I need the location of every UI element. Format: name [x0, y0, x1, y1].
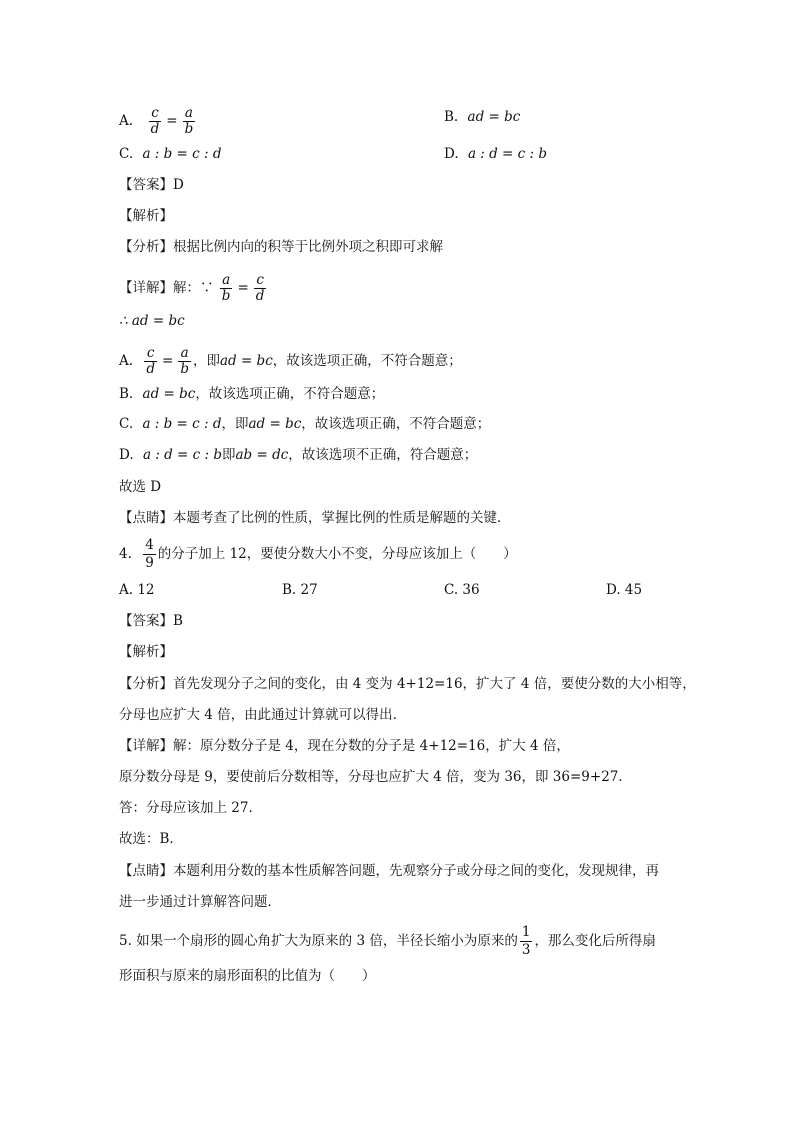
q3-option-a-label: A. [119, 113, 134, 129]
q3-explain-a-rhs-fraction: $\frac{a}{b}$ [180, 345, 189, 377]
q4-stem: 4. $\frac{4}{9}$ 的分子加上 12，要使分数大小不变，分母应该加上（ ） [119, 537, 517, 571]
q5-fraction: $\frac{1}{3}$ [521, 924, 531, 958]
q3-explain-a-lhs-fraction: $\frac{c}{d}$ [146, 345, 155, 377]
q3-fenxi: 【分析】根据比例内向的积等于比例外项之积即可求解 [119, 239, 443, 255]
q3-detail-lhs-fraction: $\frac{a}{b}$ [221, 272, 231, 304]
q3-dianjing: 【点睛】本题考查了比例的性质，掌握比例的性质是解题的关键． [119, 510, 511, 526]
q4-option-a: A. 12 [119, 582, 155, 598]
q3-option-c: C. a : b = c : d [119, 146, 222, 162]
q3-choose: 故选 D [119, 479, 162, 495]
q3-analysis-heading: 【解析】 [119, 208, 173, 224]
q3-option-b: B. ad = bc [444, 109, 521, 125]
q4-fenxi-line-1: 【分析】首先发现分子之间的变化，由 4 变为 4+12=16，扩大了 4 倍，要使分数的大小相等， [119, 676, 696, 692]
q5-stem-line-2: 形面积与原来的扇形面积的比值为（ ） [119, 968, 376, 984]
q3-detail-rhs-fraction: $\frac{c}{d}$ [255, 272, 265, 304]
q3-explain-b: B. ad = bc，故该选项正确，不符合题意； [119, 386, 385, 402]
q3-explain-d: D. a : d = c : b即ab = dc，故该选项不正确，符合题意； [119, 447, 478, 463]
q4-choose: 故选：B． [119, 831, 183, 847]
q4-option-d: D. 45 [606, 582, 643, 598]
q3-answer: 【答案】D [119, 177, 184, 193]
q3-option-a-rhs-fraction: $\frac{a}{b}$ [184, 105, 194, 137]
q4-option-b: B. 27 [282, 582, 318, 598]
q4-detail-line-1: 【详解】解：原分数分子是 4，现在分数的分子是 4+12=16，扩大 4 倍， [119, 738, 570, 754]
q4-option-c: C. 36 [444, 582, 480, 598]
q4-answer: 【答案】B [119, 613, 183, 629]
q4-detail-line-2: 原分数分母是 9，要使前后分数相等，分母也应扩大 4 倍，变为 36，即 36=9+27． [119, 769, 632, 785]
q3-explain-c: C. a : b = c : d，即ad = bc，故该选项正确，不符合题意； [119, 416, 491, 432]
q4-fenxi-line-2: 分母也应扩大 4 倍，由此通过计算就可以得出． [119, 707, 407, 723]
q3-options-row-1: A. $\frac{c}{d}$ = $\frac{a}{b}$ [119, 105, 194, 137]
q4-number: 4. [119, 546, 132, 562]
q3-detail-line: 【详解】解：∵ $\frac{a}{b}$ = $\frac{c}{d}$ [119, 272, 265, 304]
q3-option-a-lhs-fraction: $\frac{c}{d}$ [150, 105, 160, 137]
q4-dianjing-line-2: 进一步通过计算解答问题． [119, 894, 281, 910]
q4-dianjing-line-1: 【点睛】本题利用分数的基本性质解答问题，先观察分子或分母之间的变化，发现规律，再 [119, 863, 659, 879]
q3-option-d: D. a : d = c : b [444, 146, 547, 162]
q4-detail-line-3: 答：分母应该加上 27． [119, 800, 262, 816]
q3-explain-a: A. $\frac{c}{d}$ = $\frac{a}{b}$ ，即ad = bc，故该选项正确，不符合题意； [119, 345, 462, 377]
q4-analysis-heading: 【解析】 [119, 644, 173, 660]
q4-fraction: $\frac{4}{9}$ [145, 537, 154, 571]
q5-stem-line-1: 5. 如果一个扇形的圆心角扩大为原来的 3 倍，半径长缩小为原来的 $\frac{1}{3}$ ，那么变化后所得扇 [119, 924, 656, 958]
q3-therefore: ∴ ad = bc [119, 313, 185, 329]
